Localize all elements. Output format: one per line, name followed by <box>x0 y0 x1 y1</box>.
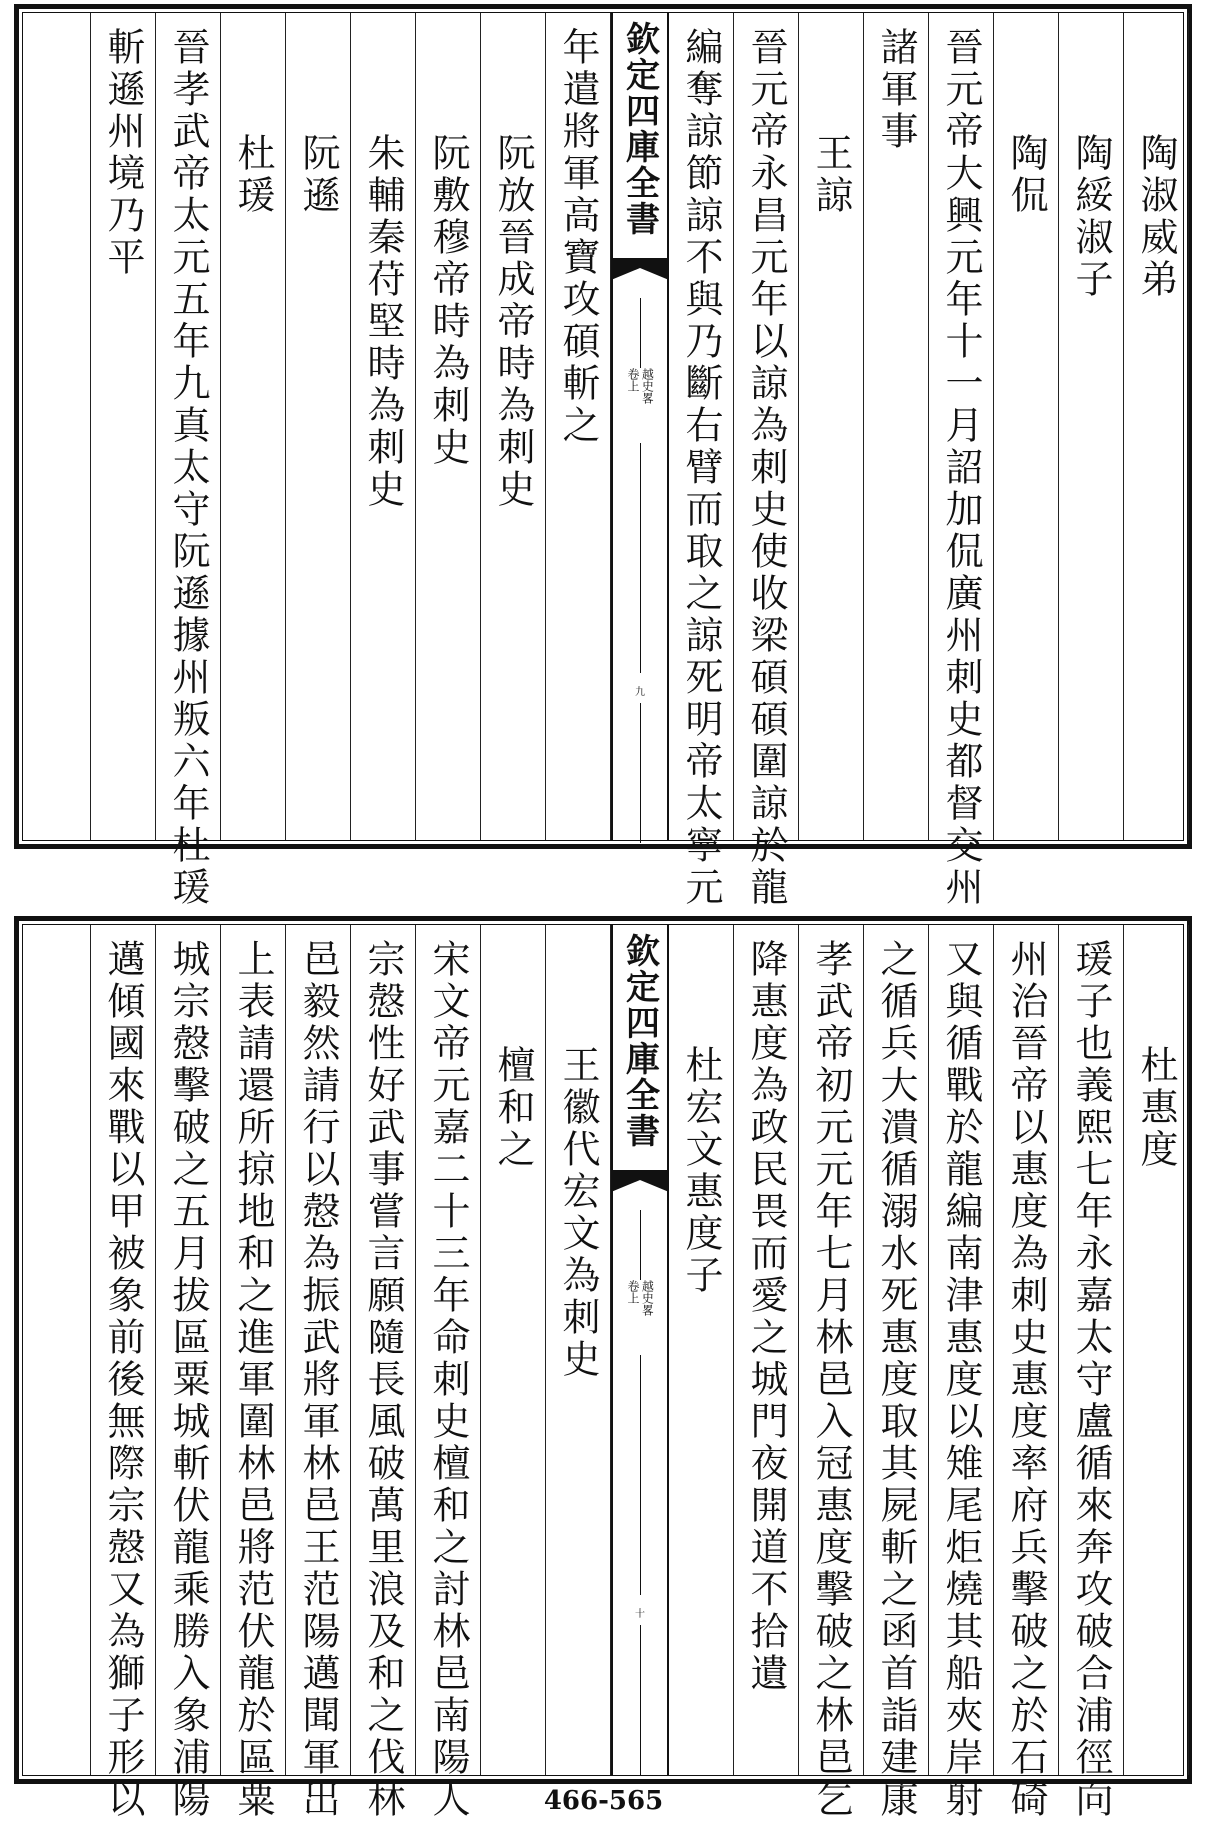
fishtail-mark-icon <box>611 258 669 298</box>
column-text: 又與循戰於龍編南津惠度以雉尾炬燒其船夾岸射 <box>939 939 983 1821</box>
text-column <box>481 925 546 1775</box>
text-column <box>669 13 734 909</box>
text-column <box>864 13 929 840</box>
column-text: 編奪諒節諒不與乃斷右臂而取之諒死明帝太寧元 <box>679 27 723 909</box>
column-text: 杜瑗 <box>231 133 275 217</box>
top-page-frame <box>22 12 1184 909</box>
text-column <box>156 13 221 909</box>
text-column <box>1059 13 1124 840</box>
text-column <box>734 925 799 1775</box>
column-text: 晉元帝大興元年十一月詔加侃廣州刺史都督交州 <box>939 27 983 909</box>
center-line <box>640 703 641 843</box>
collection-title: 欽定四庫全書 <box>619 21 660 237</box>
column-text: 杜惠度 <box>1134 1045 1178 1171</box>
center-line <box>640 443 641 673</box>
text-column <box>156 925 221 1821</box>
column-text: 州治晉帝以惠度為刺史惠度率府兵擊破之於石碕 <box>1004 939 1048 1821</box>
column-text: 陶淑威弟 <box>1134 133 1178 301</box>
column-text: 城宗慤擊破之五月拔區粟城斬伏龍乘勝入象浦陽 <box>166 939 210 1821</box>
text-column <box>91 925 156 1821</box>
column-text: 邁傾國來戰以甲被象前後無際宗慤又為獅子形以 <box>101 939 145 1821</box>
page-number: 466-565 <box>543 1786 664 1816</box>
text-column <box>1124 13 1189 840</box>
text-column <box>864 925 929 1821</box>
leaf-number: 十 <box>635 1609 645 1620</box>
text-column <box>799 13 864 840</box>
top-page <box>14 4 1192 909</box>
column-text: 年遣將軍高寶攻碩斬之 <box>556 27 600 447</box>
column-text: 陶綏淑子 <box>1069 133 1113 301</box>
column-text: 王徽代宏文為刺史 <box>556 1045 600 1381</box>
column-text: 晉孝武帝太元五年九真太守阮遜據州叛六年杜瑗 <box>166 27 210 909</box>
column-text: 阮放晉成帝時為刺史 <box>491 133 535 511</box>
text-column <box>286 925 351 1821</box>
text-column <box>799 925 864 1821</box>
text-column <box>481 13 546 840</box>
center-line <box>640 1210 641 1280</box>
empty-column <box>23 13 91 840</box>
column-text: 檀和之 <box>491 1045 535 1171</box>
text-column <box>929 13 994 909</box>
text-column <box>221 925 286 1821</box>
text-column <box>546 13 611 840</box>
fold-strip <box>611 925 669 1775</box>
text-column <box>351 13 416 840</box>
text-column <box>286 13 351 840</box>
text-column <box>221 13 286 840</box>
text-column <box>1124 925 1189 1775</box>
column-text: 降惠度為政民畏而愛之城門夜開道不拾遺 <box>744 939 788 1695</box>
column-text: 孝武帝初元元年七月林邑入冠惠度擊破之林邑乞 <box>809 939 853 1821</box>
empty-column <box>23 925 91 1775</box>
center-line <box>640 298 641 368</box>
book-title: 越史畧 卷上 <box>626 368 655 404</box>
text-column <box>669 925 734 1775</box>
fold-strip <box>611 13 669 840</box>
text-column <box>91 13 156 840</box>
column-text: 朱輔秦苻堅時為刺史 <box>361 133 405 511</box>
fishtail-mark-icon <box>611 1170 669 1210</box>
center-line <box>640 1625 641 1775</box>
column-text: 瑗子也義熙七年永嘉太守盧循來奔攻破合浦徑向 <box>1069 939 1113 1821</box>
column-text: 上表請還所掠地和之進軍圍林邑將范伏龍於區粟 <box>231 939 275 1821</box>
column-text: 宋文帝元嘉二十三年命刺史檀和之討林邑南陽人 <box>426 939 470 1821</box>
text-column <box>994 925 1059 1821</box>
leaf-number: 九 <box>635 687 645 698</box>
column-text: 晉元帝永昌元年以諒為刺史使收梁碩碩圍諒於龍 <box>744 27 788 909</box>
column-text: 阮遜 <box>296 133 340 217</box>
column-text: 諸軍事 <box>874 27 918 153</box>
column-text: 阮敷穆帝時為刺史 <box>426 133 470 469</box>
text-column <box>1059 925 1124 1821</box>
book-title: 越史畧 卷上 <box>626 1280 655 1316</box>
text-column <box>994 13 1059 840</box>
center-line <box>640 1355 641 1595</box>
column-text: 陶侃 <box>1004 133 1048 217</box>
text-column <box>546 925 611 1775</box>
collection-title: 欽定四庫全書 <box>619 933 660 1149</box>
text-column <box>416 925 481 1821</box>
column-text: 邑毅然請行以慤為振武將軍林邑王范陽邁聞軍出 <box>296 939 340 1821</box>
text-column <box>351 925 416 1821</box>
column-text: 杜宏文惠度子 <box>679 1045 723 1297</box>
text-column <box>734 13 799 909</box>
column-text: 斬遜州境乃平 <box>101 27 145 279</box>
column-text: 王諒 <box>809 133 853 217</box>
text-column <box>416 13 481 840</box>
column-text: 宗慤性好武事嘗言願隨長風破萬里浪及和之伐林 <box>361 939 405 1821</box>
text-column <box>929 925 994 1821</box>
column-text: 之循兵大潰循溺水死惠度取其屍斬之函首詣建康 <box>874 939 918 1821</box>
